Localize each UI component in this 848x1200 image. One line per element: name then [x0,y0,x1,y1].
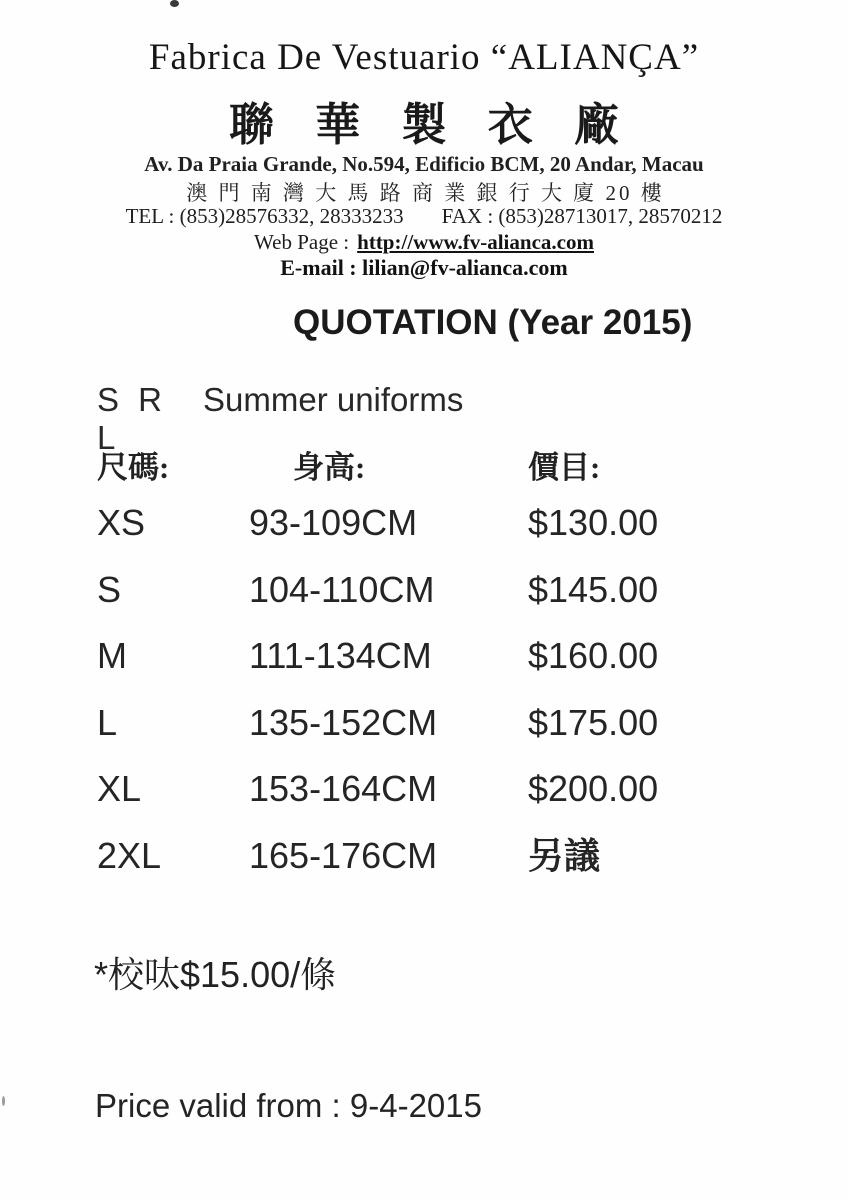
tel-fax-line [0,204,848,229]
quotation-title: QUOTATION (Year 2015) [293,303,693,342]
scan-speck [170,0,179,7]
header-price: 價目: [528,450,601,485]
cell-height: 111-134CM [249,635,432,676]
email-line: E-mail : lilian@fv-alianca.com [280,255,568,280]
cell-height: 104-110CM [249,568,435,610]
cell-height: 135-152CM [249,701,438,743]
cell-price: $130.00 [528,502,659,543]
cell-price: $160.00 [528,635,659,676]
subject-name: Summer uniforms [203,381,464,418]
webpage-label: Web Page : [254,230,350,254]
cell-size: M [97,635,127,676]
cell-price: $175.00 [528,701,659,743]
scan-speck [2,1096,5,1106]
cell-size: XS [97,502,146,543]
cell-price: 另議 [528,835,601,876]
cell-price: $200.00 [528,768,659,809]
address-line-cn: 澳 門 南 灣 大 馬 路 商 業 銀 行 大 廈 20 樓 [186,181,665,205]
cell-price: $145.00 [528,568,659,610]
webpage-url: http://www.fv-alianca.com [357,230,594,254]
header-height: 身高: [293,450,366,485]
size-price-table [97,434,762,904]
header-size: 尺碼: [97,450,170,485]
price-validity: Price valid from : 9-4-2015 [95,1087,482,1124]
tie-footnote: *校呔$15.00/條 [94,954,337,995]
tel-number: TEL : (853)28576332, 28333233 [125,204,404,228]
cell-size: S [97,568,122,610]
cell-height: 153-164CM [249,768,438,809]
company-name-cn: 聯 華 製 衣 廠 [228,100,634,150]
address-line-en: Av. Da Praia Grande, No.594, Edificio BCM, 20 Andar, Macau [144,152,704,176]
cell-size: XL [97,768,142,809]
cell-height: 165-176CM [249,834,438,876]
webpage-line [0,230,848,255]
subject-code: S R L [97,381,168,456]
cell-height: 93-109CM [249,502,418,543]
company-name-en: Fabrica De Vestuario “ALIANÇA” [148,37,700,78]
cell-size: 2XL [97,834,162,876]
fax-number: FAX : (853)28713017, 28570212 [441,204,723,228]
cell-size: L [97,701,118,743]
